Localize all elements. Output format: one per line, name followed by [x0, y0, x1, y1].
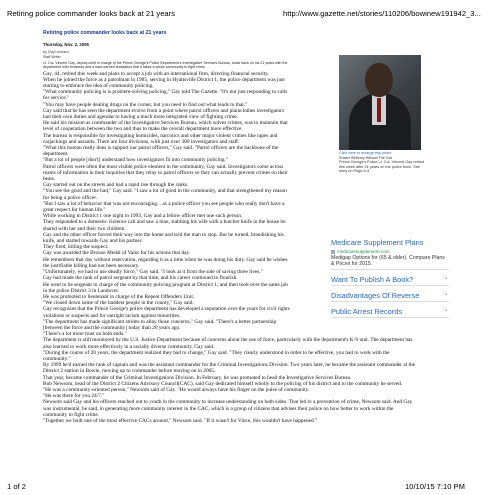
- article-paragraph: "The department has made significant strides to allay those concerns," Gay said. "There's a better partnership [between the force and the community] today than 20 years ago.: [43, 318, 277, 331]
- article-paragraph: Gay started out on the streets and had a rapid rise through the ranks.: [43, 182, 189, 189]
- photo-enlarge-link[interactable]: Click here to enlarge this photo: [339, 151, 392, 155]
- photo-figure-head: [365, 63, 393, 97]
- ad-description: Medigap Options for (65 & older). Compare Plans & Prices for 2015.: [331, 255, 445, 267]
- article-lead: Lt. Col. Vincent Gay, deputy chief in charge of the Prince George's Police Department's Investigative Services Bureau, looks back on his 21 years with the department with fondness and a hard-earned realization that it takes a whole community to fight crime.: [43, 61, 288, 70]
- photo-credit: Susan Whitney-Wilson/The Gar: [339, 155, 393, 160]
- article-paragraph: Patrol officers were often the most visible police element in the community, Gay said. Investigators come across reams of information in their inquiries that they relay to patrol officers so they can actually prevent crimes on their beats.: [43, 163, 288, 183]
- ad-title[interactable]: Public Arrest Records: [331, 307, 403, 316]
- article-paragraph: Gay and the other officer forced their way into the home and told the man to stop. But he turned, brandishing his knife, and started towards Gay and his partner.: [43, 231, 284, 245]
- article-headline: Retiring police commander looks back at 21 years: [43, 30, 167, 36]
- article-photo[interactable]: [339, 55, 421, 150]
- article-paragraph: He said his mission as commander of the Investigative Services Bureau, which solves crimes, was to maintain that level of cooperation between the two and thus to make the overall department more effective.: [43, 120, 288, 133]
- ad-title[interactable]: Disadvantages Of Reverse: [331, 291, 420, 300]
- article-paragraph: Gay, 44, retired this week and plans to accept a job with an international firm, directing financial security.: [43, 70, 269, 77]
- ad-site-label: medicaresupplement.com: [337, 249, 390, 254]
- article-paragraph: "You may have people dealing drugs on the corner, but you need to find out what leads to that.": [43, 101, 248, 108]
- article-paragraph: "During the course of 20 years, the department realized they had to change," Gay said. "They clearly understood in order to be effective, you had to work with the community.": [43, 349, 390, 362]
- chevron-right-icon: ›: [445, 308, 447, 314]
- article-paragraph: "What community policing is is problem-solving policing," Gay told The Gazette. "It's not just responding to calls for service.": [43, 89, 288, 102]
- article-staff: Staff Writer: [43, 55, 61, 59]
- article-paragraph: Gay recognizes that the Prince George's police department has developed a reputation over the years for civil rights violations or suspects and for outright racism against minorities.: [43, 306, 290, 319]
- print-header-title: Retiring police commander looks back at 21 years: [7, 9, 175, 18]
- article-paragraph: That year, became commander of the Criminal Investigations Division. In February, he was promoted to head the Investigative Services Bureau.: [43, 374, 352, 381]
- article-paragraph: "Together we built one of the most effective CACs around," Newsom said. "If it wasn't for Vince, this wouldn't have happened.": [43, 417, 318, 424]
- print-header: [0, 0, 495, 22]
- article-byline: by Guy Leonard: [43, 50, 69, 54]
- photo-caption-text: Prince George's Police Lt. Col. Vincent Gay retired this week after 21 years on the police force. See story on Page A-9.: [339, 160, 425, 173]
- ad-arrest-records[interactable]: [331, 305, 449, 318]
- ad-title[interactable]: Want To Publish A Book?: [331, 275, 414, 284]
- article-paragraph: Bob Newsom, head of the District 2 Citizens Advisory Council(CAC), said Gay dedicated himself wholly to the policing of his district and to the community he served.: [43, 380, 403, 387]
- article-paragraph: They fired, killing the suspect.: [43, 244, 109, 251]
- article-paragraph: They responded to a domestic violence call and saw a man, stabbing his wife with a butcher knife in the house he shared with her and their two children.: [43, 219, 286, 232]
- article-paragraph: Gay was awarded the Bronze Medal of Valor for his actions that day.: [43, 250, 191, 257]
- article-paragraph: Newsom said Gay and his officers reached out to youth in the community to increase understanding on both sides. That led to a prevention of crime, Newsom said. And Gay was instrumental, he said, in generating more community interest in the CAC, which is a group of citizens that advises their police on how better to work within the community to fight crime.: [43, 399, 413, 418]
- print-page-number: 1 of 2: [7, 482, 26, 491]
- article-paragraph: "What this bureau really does is support our patrol officers," Gay said. "Patrol officers are the backbone of the department.: [43, 145, 279, 158]
- article-paragraph: The bureau is responsible for investigating homicides, narcotics and other major violent crimes like rapes and carjackings and assaults. There are four divisions, with just over 300 investigators and staff.: [43, 132, 278, 145]
- article-paragraph: "There's a lot more trust on both ends.": [43, 331, 127, 338]
- article-paragraph: When he joined the force as a patrolman in 1985, serving in Hyattsville District 1, the police department was just starting to embrace the idea of community policing.: [43, 76, 285, 89]
- article-paragraph: Gay had made the rank of patrol sergeant by that time, and his career continued to flourish.: [43, 275, 238, 282]
- photo-figure-tie: [377, 98, 381, 122]
- print-footer: [0, 482, 495, 495]
- article-paragraph: "He was a community-oriented person," Newsom said of Gay. "He would always have his finger on the pulse of community.: [43, 386, 310, 393]
- article-paragraph: The department is still monitored by the U.S. Justice Department because of concerns about the use of force, particularly with the department's K-9 unit. The department has also learned to work more effectively in a racially diverse community, Gay said.: [43, 337, 413, 350]
- article-paragraph: By 1999 he'd earned the rank of captain and was the assistant commander for the Criminal Investigations Division. Two years later, he became the assistant commander at the District 2 station in Bowie, moving up to commander before moving on in 2005.: [43, 362, 416, 375]
- article-paragraph: He remembers that day without reservation, regarding it as a time when he was doing his duty. Gay said he wishes the justifiable killing had not been necessary.: [43, 256, 288, 269]
- article-paragraph: "We closed down some of the baddest people in the county," Gay said.: [43, 300, 194, 307]
- ad-medicare[interactable]: [331, 236, 449, 270]
- photo-caption: [339, 151, 429, 174]
- article-paragraph: Gay said that he has seen the department evolve from a point where patrol officers and plainclothes investigators had their own duties and agendas to having a much more integrated view of fighting crime.: [43, 107, 285, 121]
- article-paragraph: "But I saw a lot of behavior that was not encouraging... as a police officer you see people who really don't have a great respect for human life.": [43, 200, 285, 214]
- article-paragraph: While working in District 1 one night in 1993, Gay and a fellow officer met one such person.: [43, 213, 243, 220]
- article-paragraph: "Unfortunately, we had to use deadly force," Gay said. "I look at it from the side of saving three lives.": [43, 269, 263, 276]
- chevron-right-icon: ›: [445, 276, 447, 282]
- ad-title[interactable]: Medicare Supplement Plans: [331, 238, 424, 247]
- ad-site[interactable]: [331, 248, 449, 255]
- ad-reverse-mortgage[interactable]: [331, 289, 449, 302]
- article-paragraph: "But a lot of people [don't] understand how investigators fit into community policing.": [43, 157, 229, 164]
- chevron-right-icon: ›: [445, 292, 447, 298]
- article-paragraph: "You see the good and the bad," Gay said. "I saw a lot of good in the community, and that strengthened my reason for being a police officer.: [43, 188, 287, 201]
- article-date: Thursday, Nov. 2, 2006: [43, 42, 89, 47]
- ad-publish-book[interactable]: [331, 273, 449, 286]
- print-header-url[interactable]: http://www.gazette.net/stories/110206/bowinew191942_3...: [283, 9, 481, 18]
- sponsored-ads: [331, 236, 449, 321]
- article-paragraph: "He was there for you 24/7.": [43, 393, 105, 400]
- ad-favicon-icon: [331, 250, 335, 254]
- article-paragraph: He was promoted to lieutenant in charge of the Repeat Offenders Unit.: [43, 293, 195, 300]
- article-paragraph: He went to be sergeant in charge of the community policing program at District 1, and then took over the same job in the police District 3 in Landover.: [43, 281, 288, 294]
- print-timestamp: 10/10/15 7:10 PM: [405, 482, 465, 491]
- article-body-wide: [43, 337, 418, 424]
